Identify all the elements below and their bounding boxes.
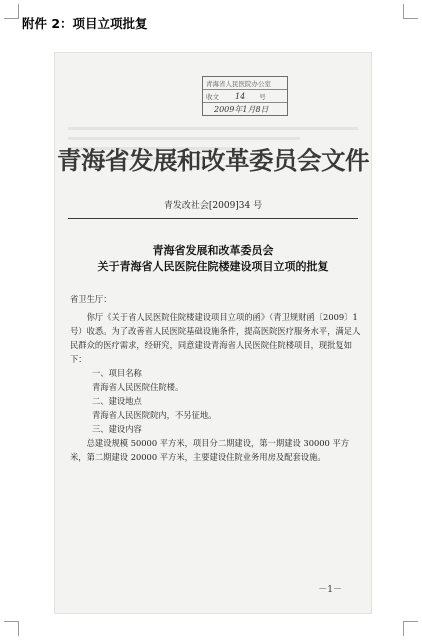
document-number: 青发改社会[2009]34 号 (163, 201, 263, 211)
crop-mark-bottom-right (403, 621, 418, 636)
header-rule (68, 218, 358, 219)
section-content-2: 青海省人民医院院内，不另征地。 (92, 410, 217, 420)
receipt-stamp (202, 76, 288, 116)
document-title-line1: 青海省发展和改革委员会 (152, 244, 274, 257)
stamp-unit: 青海省人民医院办公室 (203, 77, 287, 90)
stamp-date-row (203, 103, 287, 115)
salutation: 省卫生厅： (70, 294, 112, 304)
page-number: －1－ (318, 585, 342, 595)
section-heading-3: 三、建设内容 (92, 424, 142, 434)
crop-mark-bottom-left (4, 621, 19, 636)
attachment-header: 附件 2：项目立项批复 (22, 16, 148, 31)
section-heading-2: 二、建设地点 (92, 396, 142, 406)
document-body (70, 292, 362, 464)
body-paragraph: 你厅《关于省人民医院住院楼建设项目立项的函》（青卫规财函〔2009〕1 号）收悉。为了改善省人民医院基础设施条件，提高医院医疗服务水平，满足人民群众的医疗需求，经研究，同意建设青海省人民医院住院楼项目，现批复如下： (70, 312, 361, 364)
section-content-1: 青海省人民医院住院楼。 (92, 382, 184, 392)
stamp-receive-row: 收文 14 号 (203, 90, 287, 103)
section-content-3: 总建设规模 50000 平方米，项目分二期建设，第一期建设 30000 平方米，第二期建设 20000 平方米，主要建设住院业务用房及配套设施。 (70, 438, 350, 462)
crop-mark-top-left (4, 4, 19, 19)
stamp-receive-no: 14 (235, 91, 246, 101)
scanned-document (54, 52, 372, 614)
section-heading-1: 一、项目名称 (92, 368, 142, 378)
crop-mark-top-right (403, 4, 418, 19)
stamp-date: 2009年1月8日 (214, 104, 269, 114)
document-header: 青海省发展和改革委员会文件 (57, 146, 369, 175)
document-title-line2: 关于青海省人民医院住院楼建设项目立项的批复 (97, 260, 329, 273)
